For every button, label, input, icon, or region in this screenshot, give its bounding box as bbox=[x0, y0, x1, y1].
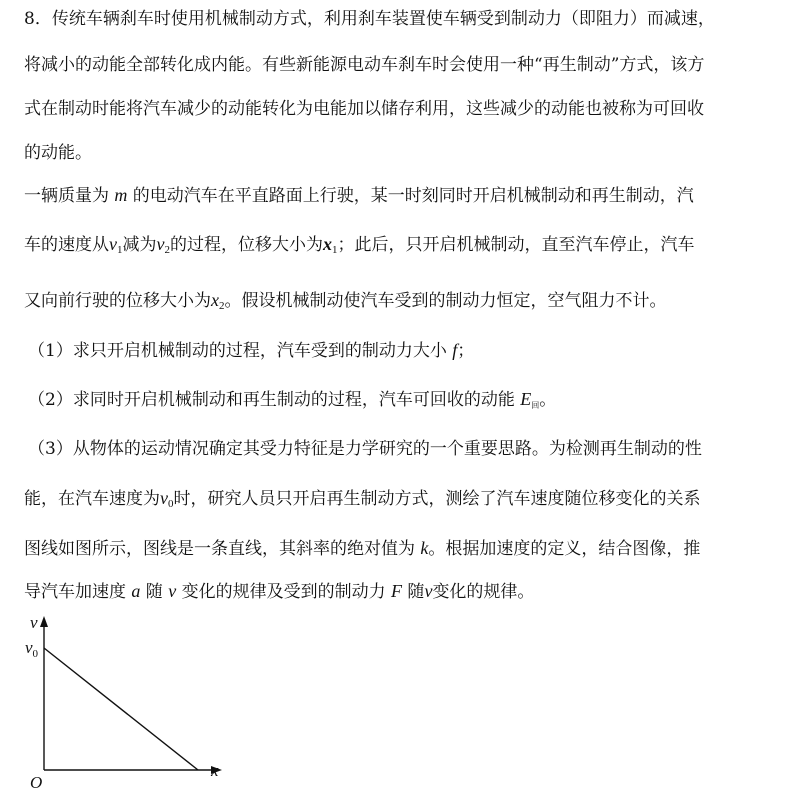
question-1: （1）求只开启机械制动的过程，汽车受到的制动力大小 f； bbox=[28, 340, 475, 361]
origin-label: O bbox=[30, 773, 43, 792]
acceleration-a-symbol: a bbox=[131, 581, 141, 601]
y-axis-label: v bbox=[30, 613, 38, 632]
question-3-line-3: 图线如图所示，图线是一条直线，其斜率的绝对值为 k。根据加速度的定义，结合图像，推 bbox=[24, 538, 701, 559]
v0-label: $v_0$ bbox=[25, 638, 39, 660]
velocity-v2-symbol: v bbox=[156, 234, 165, 254]
slope-k-symbol: k bbox=[420, 538, 429, 558]
setup-line-3: 又向前行驶的位移大小为x2。假设机械制动使汽车受到的制动力恒定，空气阻力不计。 bbox=[24, 290, 667, 312]
velocity-v-symbol-2: v bbox=[424, 581, 433, 601]
question-3-line-2: 能，在汽车速度为v0时，研究人员只开启再生制动方式，测绘了汽车速度随位移变化的关系 bbox=[24, 488, 701, 510]
question-2: （2）求同时开启机械制动和再生制动的过程，汽车可回收的动能 E回。 bbox=[28, 389, 557, 410]
displacement-x1-symbol: x bbox=[323, 234, 332, 254]
intro-line-2: 将减小的动能全部转化成内能。有些新能源电动车刹车时会使用一种“再生制动”方式，该方 bbox=[24, 55, 705, 75]
velocity-v1-symbol: v bbox=[109, 234, 117, 254]
problem-number: 8 bbox=[24, 9, 35, 29]
mass-symbol: m bbox=[114, 185, 128, 205]
displacement-x2-symbol: x bbox=[211, 290, 219, 310]
y-axis-arrow bbox=[40, 616, 48, 627]
intro-line-3: 式在制动时能将汽车减少的动能转化为电能加以储存利用，这些减少的动能也被称为可回收 bbox=[24, 99, 704, 119]
question-3-line-1: （3）从物体的运动情况确定其受力特征是力学研究的一个重要思路。为检测再生制动的性 bbox=[28, 439, 702, 459]
intro-line-4: 的动能。 bbox=[24, 143, 92, 163]
setup-line-1: 一辆质量为 m 的电动汽车在平直路面上行驶，某一时刻同时开启机械制动和再生制动，汽 bbox=[24, 185, 694, 206]
question-3-line-4: 导汽车加速度 a 随 v 变化的规律及受到的制动力 F 随v变化的规律。 bbox=[24, 581, 535, 602]
velocity-displacement-graph bbox=[0, 610, 260, 794]
x-axis-label: x bbox=[211, 761, 219, 780]
intro-line-1: 8．传统车辆刹车时使用机械制动方式，利用刹车装置使车辆受到制动力（即阻力）而减速， bbox=[24, 9, 715, 29]
force-f-symbol: f bbox=[452, 340, 458, 360]
energy-E-symbol: E bbox=[520, 389, 532, 409]
v-x-line bbox=[44, 648, 198, 770]
setup-line-2: 车的速度从v1减为v2的过程，位移大小为x1；此后，只开启机械制动，直至汽车停止，汽车 bbox=[24, 234, 695, 256]
velocity-v0-symbol: v bbox=[160, 488, 168, 508]
force-F-symbol: F bbox=[391, 581, 403, 601]
velocity-v-symbol: v bbox=[168, 581, 177, 601]
